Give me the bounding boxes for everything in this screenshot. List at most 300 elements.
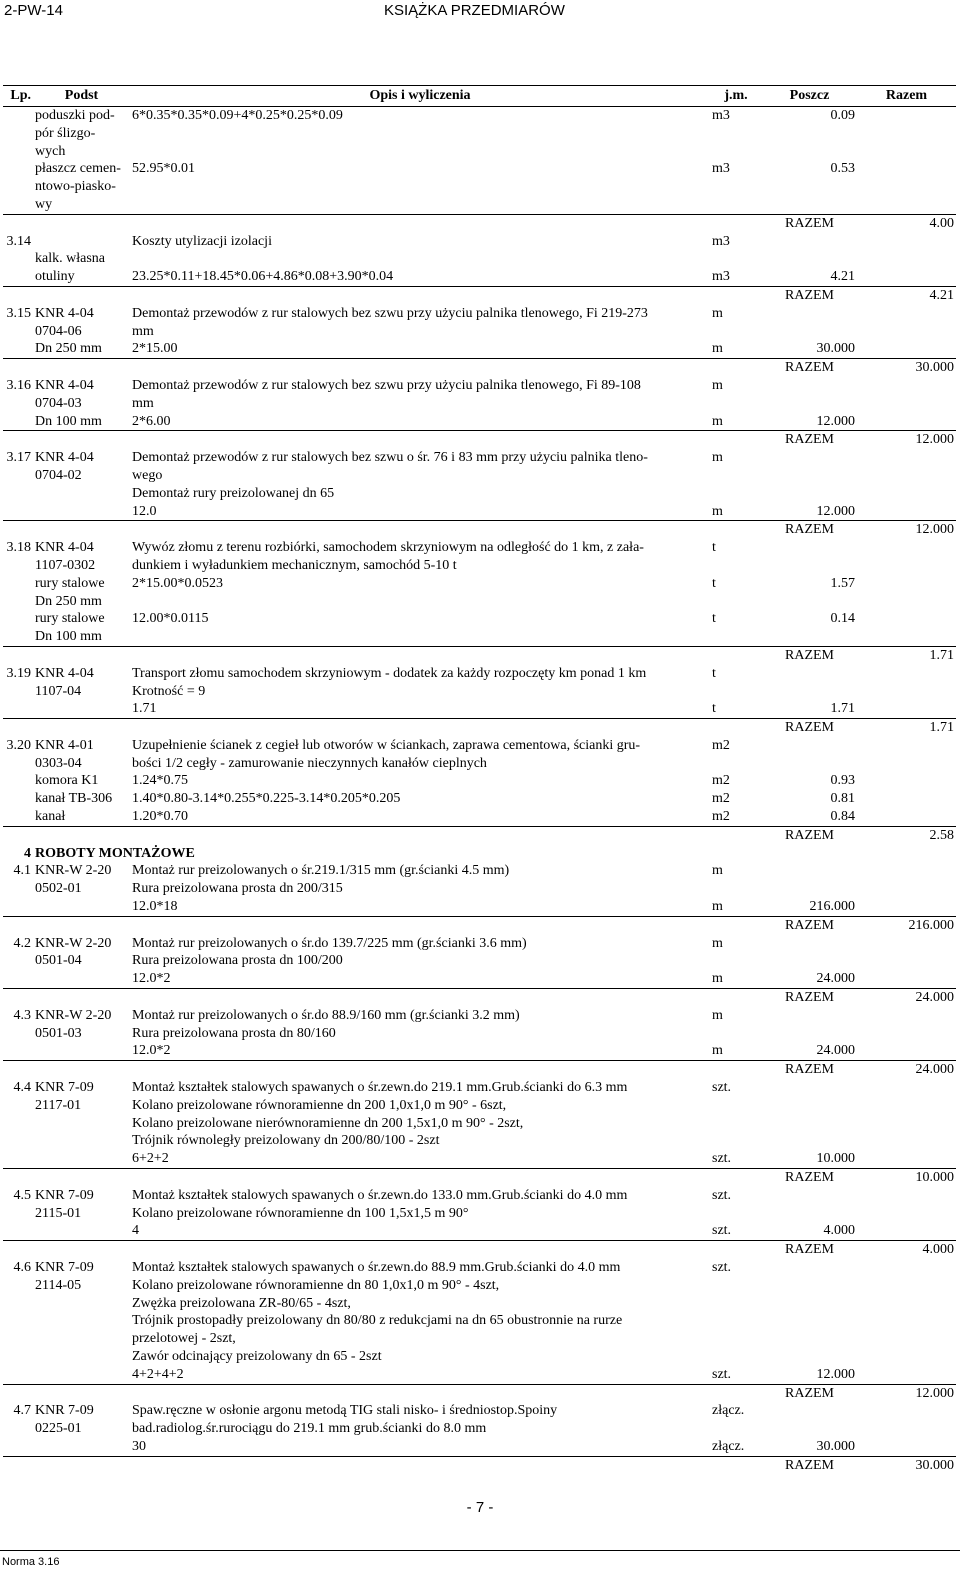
podst-cell: [33, 1222, 130, 1240]
empty-cell: [33, 1061, 130, 1079]
lp-cell: [3, 1150, 33, 1168]
lp-cell: [3, 808, 33, 826]
podst-cell: [33, 970, 130, 988]
table-row: [3, 1420, 956, 1438]
podst-cell: KNR 7-09: [35, 1080, 94, 1096]
empty-cell: [710, 719, 762, 737]
empty-cell: [130, 989, 710, 1007]
poszcz-cell: [762, 1132, 857, 1150]
razem-label: RAZEM: [785, 647, 834, 663]
empty-cell: [130, 826, 710, 844]
opis-cell: [130, 628, 710, 646]
podst-cell: otuliny: [33, 268, 130, 286]
table-row: [3, 413, 956, 431]
razem-label: RAZEM: [785, 215, 834, 231]
razem-row: [3, 286, 956, 304]
razem-cell: [857, 268, 956, 286]
poszcz-cell: [762, 1259, 857, 1277]
podst-cell: [33, 1295, 130, 1313]
podst-cell: 2114-05: [35, 1277, 82, 1293]
razem-row: [3, 1061, 956, 1079]
razem-label: RAZEM: [785, 1242, 834, 1258]
opis-cell: 30: [130, 1438, 710, 1456]
razem-value: 24.000: [915, 990, 954, 1006]
podst-cell: KNR 4-04: [35, 305, 94, 321]
table-row: [3, 683, 956, 701]
jm-cell: t: [712, 665, 716, 681]
podst-cell: KNR 4-01: [35, 737, 94, 753]
lp-cell: [3, 1277, 33, 1295]
opis-cell: [130, 196, 710, 214]
empty-cell: [710, 646, 762, 664]
jm-cell: m3: [712, 233, 730, 249]
empty-cell: [130, 359, 710, 377]
podst-cell: 2115-01: [35, 1205, 82, 1221]
poszcz-cell: [762, 1348, 857, 1366]
razem-label: RAZEM: [785, 990, 834, 1006]
podst-cell: 0502-01: [35, 881, 82, 897]
razem-row: [3, 1456, 956, 1474]
table-row: [3, 305, 956, 323]
lp-cell: [3, 196, 33, 214]
podst-cell: [33, 1132, 130, 1150]
podst-cell: 0501-04: [35, 953, 82, 969]
opis-cell: Demontaż rury preizolowanej dn 65: [132, 485, 335, 501]
lp-cell: 4.3: [13, 1007, 31, 1023]
jm-cell: m: [710, 503, 762, 521]
podst-cell: KNR-W 2-20: [35, 863, 112, 879]
podst-cell: [33, 1330, 130, 1348]
opis-cell: 1.20*0.70: [130, 808, 710, 826]
poszcz-cell: [762, 862, 857, 880]
poszcz-cell: [762, 1205, 857, 1223]
podst-cell: pór ślizgo-: [35, 125, 96, 141]
opis-cell: Montaż rur preizolowanych o śr.do 88.9/160 mm (gr.ścianki 3.2 mm): [132, 1007, 520, 1023]
razem-row: [3, 1384, 956, 1402]
poszcz-cell: [762, 233, 857, 251]
podst-cell: [33, 1042, 130, 1060]
razem-label: RAZEM: [785, 827, 834, 843]
jm-cell: złącz.: [710, 1438, 762, 1456]
empty-cell: [3, 286, 33, 304]
jm-cell: m2: [712, 773, 730, 789]
razem-value: 4.21: [929, 287, 954, 303]
table-row: [3, 755, 956, 773]
poszcz-cell: 24.000: [762, 1042, 857, 1060]
poszcz-cell: 30.000: [762, 340, 857, 358]
razem-cell: [857, 970, 956, 988]
table-row: [3, 700, 956, 718]
podst-cell: 2117-01: [35, 1097, 82, 1113]
table-row: [3, 1259, 956, 1277]
empty-cell: [710, 1241, 762, 1259]
table-row: [3, 1438, 956, 1456]
podst-cell: KNR-W 2-20: [35, 935, 112, 951]
lp-cell: 4.4: [13, 1080, 31, 1096]
jm-cell: szt.: [710, 1222, 762, 1240]
poszcz-cell: [762, 952, 857, 970]
poszcz-cell: [762, 467, 857, 485]
jm-cell: [710, 755, 762, 773]
razem-cell: [857, 610, 956, 628]
razem-cell: [857, 935, 956, 953]
empty-cell: [33, 1384, 130, 1402]
opis-cell: 12.0*18: [130, 898, 710, 916]
razem-cell: [857, 413, 956, 431]
lp-cell: 3.19: [6, 665, 31, 681]
opis-cell: przelotowej - 2szt,: [132, 1331, 236, 1347]
jm-cell: t: [712, 575, 716, 591]
opis-cell: bości 1/2 cegły - zamurowanie nieczynnych kanałów cieplnych: [132, 755, 487, 771]
opis-cell: Koszty utylizacji izolacji: [132, 233, 272, 249]
opis-cell: mm: [132, 323, 154, 339]
razem-cell: [857, 862, 956, 880]
jm-cell: [710, 1312, 762, 1330]
razem-value: 4.00: [929, 215, 954, 231]
poszcz-cell: [762, 1295, 857, 1313]
poszcz-cell: [762, 1187, 857, 1205]
poszcz-cell: [762, 1097, 857, 1115]
lp-cell: [3, 898, 33, 916]
opis-cell: Trójnik równoległy preizolowany dn 200/80/100 - 2szt: [132, 1133, 440, 1149]
empty-cell: [33, 719, 130, 737]
poszcz-cell: [762, 196, 857, 214]
opis-cell: 4: [130, 1222, 710, 1240]
opis-cell: 2*6.00: [130, 413, 710, 431]
podst-cell: kalk. własna: [35, 251, 105, 267]
podst-cell: [33, 700, 130, 718]
table-row: [3, 808, 956, 826]
col-lp-header: Lp.: [3, 86, 33, 107]
razem-row: [3, 989, 956, 1007]
razem-row: [3, 431, 956, 449]
table-row: [3, 772, 956, 790]
opis-cell: 1.24*0.75: [132, 773, 188, 789]
empty-cell: [130, 214, 710, 232]
razem-cell: [857, 1330, 956, 1348]
opis-cell: Zwężka preizolowana ZR-80/65 - 4szt,: [132, 1295, 351, 1311]
razem-cell: [857, 790, 956, 808]
razem-row: [3, 646, 956, 664]
jm-cell: [710, 683, 762, 701]
podst-cell: [33, 485, 130, 503]
opis-cell: Zawór odcinający preizolowany dn 65 - 2szt: [132, 1348, 382, 1364]
lp-cell: 4.6: [13, 1260, 31, 1275]
table-row: [3, 1150, 956, 1168]
jm-cell: m: [712, 935, 723, 951]
opis-cell: Kolano preizolowane równoramienne dn 80 1,0x1,0 m 90° - 4szt,: [132, 1277, 500, 1293]
podst-cell: 0704-03: [35, 395, 82, 411]
opis-cell: mm: [132, 395, 154, 411]
jm-cell: [710, 1025, 762, 1043]
podst-cell: kanał TB-306: [35, 791, 113, 807]
empty-cell: [3, 719, 33, 737]
lp-cell: 3.17: [6, 450, 31, 466]
lp-cell: [3, 413, 33, 431]
poszcz-cell: [762, 143, 857, 161]
opis-cell: Demontaż przewodów z rur stalowych bez szwu o śr. 76 i 83 mm przy użyciu palnika tleno-: [132, 450, 648, 466]
razem-row: [3, 521, 956, 539]
table-header-row: [3, 86, 956, 107]
opis-cell: Kolano preizolowane nierównoramienne dn 200 1,5x1,0 m 90° - 2szt,: [132, 1115, 524, 1131]
opis-cell: [130, 143, 710, 161]
razem-cell: [857, 1115, 956, 1133]
lp-cell: [3, 1205, 33, 1223]
lp-cell: [3, 1330, 33, 1348]
table-row: [3, 1222, 956, 1240]
table-row: [3, 323, 956, 341]
razem-label: RAZEM: [785, 432, 834, 448]
table-body: [3, 107, 956, 1475]
razem-cell: [857, 503, 956, 521]
razem-cell: [857, 178, 956, 196]
lp-cell: [3, 1348, 33, 1366]
razem-cell: [857, 1042, 956, 1060]
jm-cell: m2: [712, 791, 730, 807]
razem-cell: [857, 952, 956, 970]
poszcz-cell: [762, 377, 857, 395]
razem-cell: [857, 575, 956, 593]
razem-cell: [857, 485, 956, 503]
razem-label: RAZEM: [785, 917, 834, 933]
jm-cell: t: [712, 540, 716, 556]
podst-cell: 0704-02: [35, 467, 82, 483]
table-row: [3, 593, 956, 611]
podst-cell: 0225-01: [35, 1421, 82, 1437]
empty-cell: [130, 719, 710, 737]
poszcz-cell: 0.14: [830, 611, 855, 627]
razem-cell: [857, 737, 956, 755]
razem-cell: [857, 1348, 956, 1366]
lp-cell: [3, 503, 33, 521]
razem-row: [3, 359, 956, 377]
estimate-table: [3, 85, 956, 1475]
razem-label: RAZEM: [785, 360, 834, 376]
razem-cell: [857, 323, 956, 341]
lp-cell: [3, 880, 33, 898]
table-row: [3, 665, 956, 683]
empty-cell: [33, 431, 130, 449]
poszcz-cell: 1.57: [830, 575, 855, 591]
jm-cell: szt.: [710, 1366, 762, 1384]
table-row: [3, 1079, 956, 1097]
lp-cell: [3, 628, 33, 646]
lp-cell: [3, 107, 33, 125]
lp-cell: [3, 1420, 33, 1438]
empty-cell: [3, 989, 33, 1007]
lp-cell: [3, 1097, 33, 1115]
opis-cell: 4+2+4+2: [130, 1366, 710, 1384]
razem-cell: [857, 665, 956, 683]
poszcz-cell: 0.84: [762, 808, 857, 826]
opis-cell: [130, 125, 710, 143]
razem-cell: [857, 196, 956, 214]
lp-cell: [3, 593, 33, 611]
jm-cell: [710, 1115, 762, 1133]
poszcz-cell: [762, 1312, 857, 1330]
jm-cell: t: [712, 611, 716, 627]
razem-cell: [857, 1438, 956, 1456]
lp-cell: [3, 575, 33, 593]
razem-cell: [857, 1205, 956, 1223]
table-row: [3, 952, 956, 970]
podst-cell: 0501-03: [35, 1025, 82, 1041]
poszcz-cell: [762, 1330, 857, 1348]
lp-cell: [3, 250, 33, 268]
lp-cell: [3, 143, 33, 161]
jm-cell: [710, 250, 762, 268]
razem-cell: [857, 539, 956, 557]
opis-cell: 2*15.00: [130, 340, 710, 358]
jm-cell: [710, 467, 762, 485]
opis-cell: Rura preizolowana prosta dn 200/315: [132, 881, 343, 897]
podst-cell: Dn 250 mm: [35, 593, 102, 609]
jm-cell: złącz.: [712, 1403, 745, 1419]
poszcz-cell: 0.53: [830, 161, 855, 177]
poszcz-cell: [762, 665, 857, 683]
empty-cell: [33, 286, 130, 304]
razem-value: 1.71: [929, 647, 954, 663]
jm-cell: [710, 1097, 762, 1115]
table-row: [3, 1277, 956, 1295]
jm-cell: [710, 125, 762, 143]
opis-cell: Rura preizolowana prosta dn 100/200: [132, 953, 343, 969]
empty-cell: [3, 214, 33, 232]
jm-cell: m: [712, 863, 723, 879]
empty-cell: [3, 1061, 33, 1079]
jm-cell: m3: [712, 161, 730, 177]
jm-cell: [710, 1420, 762, 1438]
jm-cell: m: [712, 1007, 723, 1023]
table-row: [3, 178, 956, 196]
jm-cell: [710, 628, 762, 646]
razem-cell: [857, 593, 956, 611]
poszcz-cell: [762, 449, 857, 467]
razem-cell: [857, 449, 956, 467]
poszcz-cell: 0.81: [830, 791, 855, 807]
opis-cell: [130, 178, 710, 196]
opis-cell: Kolano preizolowane równoramienne dn 200 1,0x1,0 m 90° - 6szt,: [132, 1097, 507, 1113]
poszcz-cell: 1.71: [762, 700, 857, 718]
jm-cell: [710, 178, 762, 196]
podst-cell: KNR 4-04: [35, 450, 94, 466]
empty-cell: [710, 1169, 762, 1187]
razem-row: [3, 719, 956, 737]
footer-norma: Norma 3.16: [2, 1556, 60, 1568]
razem-value: 1.71: [929, 720, 954, 736]
opis-cell: 6+2+2: [130, 1150, 710, 1168]
table-row: [3, 1330, 956, 1348]
poszcz-cell: [762, 1277, 857, 1295]
empty-cell: [3, 431, 33, 449]
podst-cell: KNR-W 2-20: [35, 1007, 112, 1023]
poszcz-cell: [762, 593, 857, 611]
poszcz-cell: [762, 935, 857, 953]
razem-cell: [857, 125, 956, 143]
lp-cell: [3, 970, 33, 988]
jm-cell: [710, 485, 762, 503]
table-row: [3, 557, 956, 575]
lp-cell: 3.16: [6, 377, 31, 393]
podst-cell: KNR 4-04: [35, 665, 94, 681]
jm-cell: m: [710, 898, 762, 916]
empty-cell: [710, 214, 762, 232]
jm-cell: [710, 1330, 762, 1348]
table-row: [3, 610, 956, 628]
empty-cell: [33, 214, 130, 232]
empty-cell: [130, 916, 710, 934]
table-row: [3, 107, 956, 125]
col-opis-header: Opis i wyliczenia: [130, 86, 710, 107]
col-poszcz-header: Poszcz: [762, 86, 857, 107]
lp-cell: 3.18: [6, 540, 31, 556]
poszcz-cell: [762, 1402, 857, 1420]
table-row: [3, 395, 956, 413]
lp-cell: [3, 395, 33, 413]
opis-cell: Demontaż przewodów z rur stalowych bez szwu przy użyciu palnika tlenowego, Fi 219-273: [132, 305, 648, 321]
poszcz-cell: [762, 1007, 857, 1025]
lp-cell: 4.7: [13, 1403, 31, 1419]
opis-cell: Kolano preizolowane równoramienne dn 100 1,5x1,5 m 90°: [132, 1205, 469, 1221]
empty-cell: [3, 1384, 33, 1402]
poszcz-cell: [762, 557, 857, 575]
section-title: ROBOTY MONTAŻOWE: [35, 845, 195, 861]
empty-cell: [710, 1456, 762, 1474]
podst-cell: [33, 898, 130, 916]
podst-cell: ntowo-piasko-: [35, 179, 116, 195]
razem-row: [3, 916, 956, 934]
table-row: [3, 1295, 956, 1313]
poszcz-cell: 216.000: [762, 898, 857, 916]
poszcz-cell: 4.21: [762, 268, 857, 286]
table-row: [3, 1007, 956, 1025]
col-jm-header: j.m.: [710, 86, 762, 107]
lp-cell: [3, 772, 33, 790]
poszcz-cell: 24.000: [762, 970, 857, 988]
table-row: [3, 1042, 956, 1060]
jm-cell: [710, 1132, 762, 1150]
podst-cell: KNR 7-09: [35, 1260, 94, 1275]
razem-cell: [857, 880, 956, 898]
opis-cell: Rura preizolowana prosta dn 80/160: [132, 1025, 336, 1041]
poszcz-cell: [762, 395, 857, 413]
jm-cell: [710, 323, 762, 341]
razem-cell: [857, 557, 956, 575]
empty-cell: [130, 431, 710, 449]
poszcz-cell: [762, 178, 857, 196]
table-row: [3, 449, 956, 467]
empty-cell: [3, 359, 33, 377]
lp-cell: [3, 952, 33, 970]
table-row: [3, 268, 956, 286]
razem-label: RAZEM: [785, 720, 834, 736]
lp-cell: [3, 683, 33, 701]
podst-cell: [33, 233, 130, 251]
razem-cell: [857, 1312, 956, 1330]
razem-value: 24.000: [915, 1062, 954, 1078]
empty-cell: [33, 989, 130, 1007]
table-row: [3, 880, 956, 898]
razem-cell: [857, 1277, 956, 1295]
razem-cell: [857, 898, 956, 916]
empty-cell: [33, 1456, 130, 1474]
razem-label: RAZEM: [785, 1457, 834, 1473]
opis-cell: Montaż kształtek stalowych spawanych o śr.zewn.do 88.9 mm.Grub.ścianki do 4.0 mm: [132, 1260, 621, 1275]
lp-cell: 4.1: [13, 863, 31, 879]
podst-cell: [33, 503, 130, 521]
opis-cell: 1.71: [130, 700, 710, 718]
podst-cell: wych: [35, 143, 66, 159]
